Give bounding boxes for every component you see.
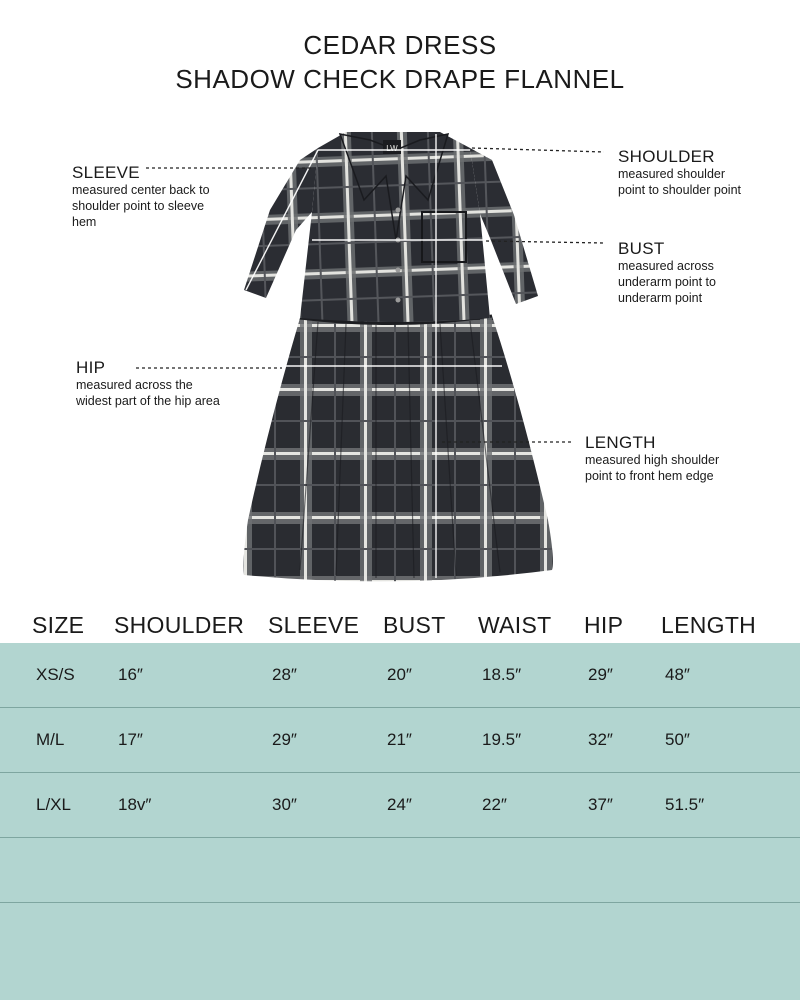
col-header-size: SIZE	[32, 612, 85, 638]
page-title: CEDAR DRESS	[303, 30, 497, 60]
callout-length	[585, 432, 719, 485]
callout-sleeve-desc-2: shoulder point to sleeve	[72, 198, 205, 213]
table-row	[0, 708, 800, 773]
callout-sleeve-label: SLEEVE	[72, 163, 140, 182]
dress-skirt	[244, 316, 553, 581]
callout-length-desc-1: measured high shoulder	[585, 453, 720, 468]
cell-shoulder: 17″	[118, 730, 143, 749]
col-header-bust: BUST	[383, 612, 446, 638]
cell-shoulder: 16″	[118, 665, 143, 684]
cell-length: 51.5″	[665, 795, 705, 814]
page-subtitle: SHADOW CHECK DRAPE FLANNEL	[175, 64, 625, 94]
cell-sleeve: 29″	[272, 730, 297, 749]
callout-hip-desc-1: measured across the	[76, 378, 193, 393]
callout-bust	[618, 238, 716, 306]
callout-shoulder	[618, 146, 741, 199]
cell-length: 50″	[665, 730, 690, 749]
col-header-sleeve: SLEEVE	[268, 612, 360, 638]
cell-hip: 37″	[588, 795, 613, 814]
brand-tag-text: LW	[386, 144, 398, 153]
callout-hip	[76, 357, 220, 410]
cell-hip: 32″	[588, 730, 613, 749]
callout-length-label: LENGTH	[585, 433, 656, 452]
size-table-body	[0, 643, 800, 1000]
cell-size: L/XL	[36, 795, 71, 814]
callout-sleeve	[72, 162, 210, 230]
table-row-empty	[0, 838, 800, 903]
cell-sleeve: 30″	[272, 795, 297, 814]
cell-sleeve: 28″	[272, 665, 297, 684]
callout-sleeve-desc-1: measured center back to	[72, 183, 210, 198]
col-header-length: LENGTH	[661, 612, 757, 638]
cell-size: XS/S	[36, 665, 75, 684]
cell-shoulder: 18v″	[118, 795, 152, 814]
callout-bust-desc-1: measured across	[618, 259, 714, 274]
cell-bust: 21″	[387, 730, 412, 749]
col-header-hip: HIP	[584, 612, 624, 638]
callout-shoulder-label: SHOULDER	[618, 147, 715, 166]
callout-length-desc-2: point to front hem edge	[585, 468, 714, 483]
table-row-empty	[0, 903, 800, 967]
callout-bust-desc-2: underarm point to	[618, 274, 716, 289]
col-header-waist: WAIST	[478, 612, 552, 638]
size-table-header	[0, 612, 800, 644]
cell-hip: 29″	[588, 665, 613, 684]
cell-waist: 22″	[482, 795, 507, 814]
cell-waist: 19.5″	[482, 730, 522, 749]
table-row	[0, 643, 800, 708]
cell-size: M/L	[36, 730, 65, 749]
cell-length: 48″	[665, 665, 690, 684]
callout-hip-label: HIP	[76, 358, 106, 377]
cell-waist: 18.5″	[482, 665, 522, 684]
callout-shoulder-desc-1: measured shoulder	[618, 167, 726, 182]
callout-hip-desc-2: widest part of the hip area	[76, 393, 220, 408]
callout-bust-label: BUST	[618, 239, 665, 258]
cell-bust: 24″	[387, 795, 412, 814]
col-header-shoulder: SHOULDER	[114, 612, 245, 638]
callout-bust-desc-3: underarm point	[618, 290, 703, 305]
cell-bust: 20″	[387, 665, 412, 684]
callout-sleeve-desc-3: hem	[72, 214, 97, 229]
table-row	[0, 773, 800, 838]
callout-shoulder-desc-2: point to shoulder point	[618, 182, 742, 197]
